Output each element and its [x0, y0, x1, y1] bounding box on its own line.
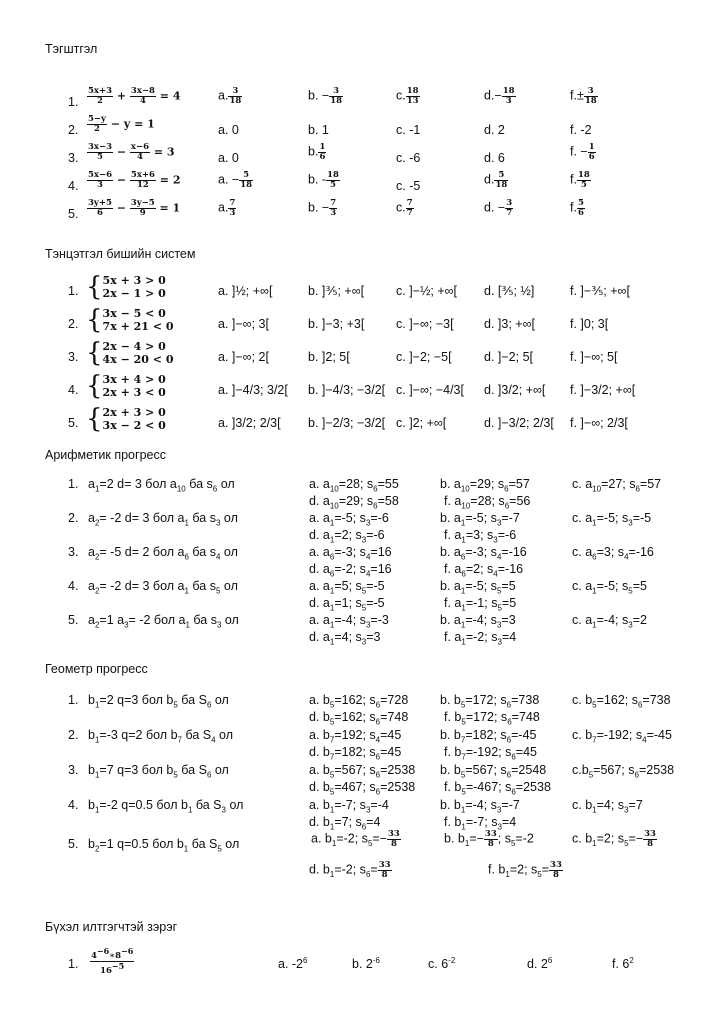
question-number: 5. [68, 207, 79, 221]
question-number: 4. [68, 383, 79, 397]
answer-option: b. - $\frac{18}{5}$ [308, 170, 339, 190]
equation: $\frac{5-y}{2}$ − y = 1 [88, 114, 155, 134]
answer-option: c. ]−∞; −4/3[ [396, 383, 464, 397]
question-number: 1. [68, 693, 79, 707]
question-number: 2. [68, 123, 79, 137]
answer-option: b. − $\frac{3}{18}$ [308, 86, 343, 106]
section-title-inequalities: Тэнцэтгэл бишийн систем [45, 247, 196, 261]
section-title-powers: Бүхэл илтгэгчтэй зэрэг [45, 920, 178, 934]
answer-option: a. ]3/2; 2/3[ [218, 416, 281, 430]
answer-option: a. ]−4/3; 3/2[ [218, 383, 288, 397]
answer-option: f. $6^2$ [612, 956, 634, 972]
question-number: 2. [68, 728, 79, 742]
question-number: 4. [68, 798, 79, 812]
answer-option: a. $a_1=5$; $s_5=-5$ [309, 579, 385, 596]
section-title-arithmetic: Арифметик прогресс [45, 448, 166, 462]
equation: $\frac{5x-6}{3}$ − $\frac{5x+6}{12}$ = 2 [88, 170, 181, 190]
question-number: 2. [68, 511, 79, 525]
answer-option: a. $b_5=567$; $s_6=2538$ [309, 763, 416, 780]
inequality-system: {3x − 5 < 0 7x + 21 < 0 [86, 305, 174, 335]
inequality-system: {3x + 4 > 0 2x + 3 < 0 [86, 371, 166, 401]
answer-option: a. $a_{10}=28$; $s_6=55$ [309, 477, 399, 494]
inequality-system: {2x − 4 > 0 4x − 20 < 0 [86, 338, 174, 368]
answer-option: a. $b_1=-2$; $s_5=-$ $\frac{33}{8}$ [311, 829, 400, 849]
answer-option: f. $b_1=-7$; $s_3=4$ [444, 815, 517, 832]
answer-option: d. $b_1=-2$; $s_6=$ $\frac{33}{8}$ [309, 860, 391, 880]
question-number: 3. [68, 763, 79, 777]
question-number: 5. [68, 613, 79, 627]
answer-option: d. − $\frac{3}{7}$ [484, 198, 513, 218]
answer-option: f. $a_{10}=28$; $s_6=56$ [444, 494, 531, 511]
progression-question: $b_1=-2$ q=0.5 бол $b_1$ ба $S_3$ ол [88, 798, 244, 815]
answer-option: f. $\frac{5}{6}$ [570, 198, 584, 218]
answer-option: d. ]−2; 5[ [484, 350, 533, 364]
power-expression: $\frac{4^{-6}∗8^{-6}}{16^{-5}}$ [91, 946, 134, 976]
answer-option: b. $a_1=-5$; $s_3=-7$ [440, 511, 520, 528]
answer-option: b. $b_1=-4$; $s_3=-7$ [440, 798, 520, 815]
equation: $\frac{5x+3}{2}$ + $\frac{3x-8}{4}$ = 4 [88, 86, 181, 106]
answer-option: c. ]−½; +∞[ [396, 284, 458, 298]
answer-option: b. ]−2/3; −3/2[ [308, 416, 386, 430]
answer-option: f. $b_5=172$; $s_6=748$ [444, 710, 540, 727]
answer-option: f. $a_1=-2$; $s_3=4$ [444, 630, 517, 647]
answer-option: b. $a_6=-3$; $s_4=-16$ [440, 545, 527, 562]
progression-question: $b_1=2$ q=3 бол $b_5$ ба $S_6$ ол [88, 693, 229, 710]
answer-option: f.± $\frac{3}{18}$ [570, 86, 597, 106]
question-number: 5. [68, 837, 79, 851]
answer-option: a. 0 [218, 123, 239, 137]
answer-option: a. − $\frac{5}{18}$ [218, 170, 253, 190]
answer-option: a. $a_1=-4$; $s_3=-3$ [309, 613, 389, 630]
answer-option: f. $b_5=-467$; $s_6=2538$ [444, 780, 551, 797]
question-number: 5. [68, 416, 79, 430]
answer-option: f. ]0; 3[ [570, 317, 609, 331]
answer-option: f. $a_1=3$; $s_3=-6$ [444, 528, 517, 545]
answer-option: a. $\frac{7}{3}$ [218, 198, 236, 218]
answer-option: a. 0 [218, 151, 239, 165]
progression-question: $a_1=2$ d= 3 бол $a_{10}$ ба $s_6$ ол [88, 477, 235, 494]
answer-option: c. $b_5=162$; $s_6=738$ [572, 693, 671, 710]
answer-option: c. ]2; +∞[ [396, 416, 447, 430]
progression-question: $a_2= -2$ d= 3 бол $a_1$ ба $s_3$ ол [88, 511, 238, 528]
answer-option: a. $a_1=-5$; $s_3=-6$ [309, 511, 389, 528]
question-number: 4. [68, 579, 79, 593]
answer-option: b. $a_1=-4$; $s_3=3$ [440, 613, 516, 630]
answer-option: c. -5 [396, 179, 421, 193]
answer-option: $c.b_5=567$; $s_6=2538$ [572, 763, 675, 780]
progression-question: $a_2= -5$ d= 2 бол $a_6$ ба $s_4$ ол [88, 545, 238, 562]
answer-option: d. ]−3/2; 2/3[ [484, 416, 554, 430]
answer-option: b. 1 [308, 123, 329, 137]
answer-option: f. ]−3/2; +∞[ [570, 383, 636, 397]
inequality-system: {5x + 3 > 0 2x − 1 > 0 [86, 272, 166, 302]
answer-option: c. $a_6=3$; $s_4=-16$ [572, 545, 654, 562]
answer-option: d. $b_7=182$; $s_6=45$ [309, 745, 402, 762]
answer-option: d. $b_1=7$; $s_6=4$ [309, 815, 381, 832]
question-number: 1. [68, 95, 79, 109]
answer-option: c. $6^{-2}$ [428, 956, 456, 972]
answer-option: a. ]−∞; 3[ [218, 317, 269, 331]
question-number: 1. [68, 477, 79, 491]
answer-option: a. $a_6=-3$; $s_4=16$ [309, 545, 392, 562]
answer-option: b. $b_5=567$; $s_6=2548$ [440, 763, 547, 780]
question-number: 3. [68, 151, 79, 165]
answer-option: f. $\frac{18}{5}$ [570, 170, 590, 190]
answer-option: b. ]2; 5[ [308, 350, 350, 364]
answer-option: c. $b_7=-192$; $s_4=-45$ [572, 728, 672, 745]
answer-option: f. $b_7=-192$; $s_6=45$ [444, 745, 538, 762]
answer-option: d. $a_1=1$; $s_5=-5$ [309, 596, 385, 613]
answer-option: f. $a_1=-1$; $s_5=5$ [444, 596, 517, 613]
answer-option: c. $\frac{18}{13}$ [396, 86, 419, 106]
question-number: 3. [68, 350, 79, 364]
answer-option: b. $a_{10}=29$; $s_6=57$ [440, 477, 530, 494]
answer-option: b. $b_1=-$ $\frac{33}{8}$ ; $s_5=-2$ [444, 829, 534, 849]
answer-option: d. $a_1=2$; $s_3=-6$ [309, 528, 385, 545]
answer-option: d.− $\frac{18}{3}$ [484, 86, 515, 106]
answer-option: d. ]3/2; +∞[ [484, 383, 546, 397]
question-number: 4. [68, 179, 79, 193]
answer-option: a. ]½; +∞[ [218, 284, 273, 298]
answer-option: a. $\frac{3}{18}$ [218, 86, 242, 106]
progression-question: $b_1=7$ q=3 бол $b_5$ ба $S_6$ ол [88, 763, 229, 780]
question-number: 1. [68, 284, 79, 298]
answer-option: f. ]−⅗; +∞[ [570, 284, 630, 298]
answer-option: f. ]−∞; 5[ [570, 350, 618, 364]
answer-option: b. ]⅗; +∞[ [308, 284, 365, 298]
answer-option: a. $b_1=-7$; $s_3=-4$ [309, 798, 389, 815]
answer-option: c. -6 [396, 151, 421, 165]
question-number: 2. [68, 317, 79, 331]
answer-option: f. − $\frac{1}{6}$ [570, 142, 595, 162]
answer-option: b. $b_5=172$; $s_6=738$ [440, 693, 540, 710]
answer-option: b. $a_1=-5$; $s_5=5$ [440, 579, 516, 596]
answer-option: b. ]−3; +3[ [308, 317, 365, 331]
answer-option: c. -1 [396, 123, 421, 137]
answer-option: c. $a_1=-4$; $s_3=2$ [572, 613, 647, 630]
answer-option: f. -2 [570, 123, 592, 137]
answer-option: b. − $\frac{7}{3}$ [308, 198, 337, 218]
section-title-equations: Тэгштгэл [45, 42, 98, 56]
answer-option: f. $b_1=2$; $s_5=$ $\frac{33}{8}$ [488, 860, 562, 880]
answer-option: c. $b_1=4$; $s_3=7$ [572, 798, 643, 815]
answer-option: b. $b_7=182$; $s_6=-45$ [440, 728, 537, 745]
progression-question: $b_2=1$ q=0.5 бол $b_1$ ба $S_5$ ол [88, 837, 240, 854]
answer-option: b. $2^{-6}$ [352, 956, 380, 972]
progression-question: $a_2=1$ $a_3= -2$ бол $a_1$ ба $s_3$ ол [88, 613, 239, 630]
answer-option: b. ]−4/3; −3/2[ [308, 383, 386, 397]
section-title-geometric: Геометр прогресс [45, 662, 148, 676]
answer-option: c. $a_1=-5$; $s_5=5$ [572, 579, 647, 596]
inequality-system: {2x + 3 > 0 3x − 2 < 0 [86, 404, 166, 434]
answer-option: d. [⅗; ½] [484, 284, 535, 298]
answer-option: d. $2^6$ [527, 956, 553, 972]
answer-option: a. ]−∞; 2[ [218, 350, 269, 364]
progression-question: $a_2= -2$ d= 3 бол $a_1$ ба $s_5$ ол [88, 579, 238, 596]
answer-option: f. ]−∞; 2/3[ [570, 416, 628, 430]
answer-option: c. ]−∞; −3[ [396, 317, 454, 331]
answer-option: a. $b_7=192$; $s_4=45$ [309, 728, 402, 745]
answer-option: d. 6 [484, 151, 505, 165]
answer-option: a. $-2^6$ [278, 956, 308, 972]
answer-option: c. $\frac{7}{7}$ [396, 198, 413, 218]
answer-option: b. $\frac{1}{6}$ [308, 142, 326, 162]
answer-option: d. $a_1=4$; $s_3=3$ [309, 630, 381, 647]
answer-option: d. $\frac{5}{18}$ [484, 170, 508, 190]
answer-option: d. 2 [484, 123, 505, 137]
answer-option: d. ]3; +∞[ [484, 317, 535, 331]
question-number: 3. [68, 545, 79, 559]
answer-option: c. $a_{10}=27$; $s_6=57$ [572, 477, 662, 494]
progression-question: $b_1=-3$ q=2 бол $b_7$ ба $S_4$ ол [88, 728, 233, 745]
equation: $\frac{3y+5}{6}$ − $\frac{3y-5}{9}$ = 1 [88, 198, 181, 218]
answer-option: c. $b_1=2$; $s_5=-$ $\frac{33}{8}$ [572, 829, 656, 849]
answer-option: a. $b_5=162$; $s_6=728$ [309, 693, 409, 710]
answer-option: d. $b_5=467$; $s_6=2538$ [309, 780, 416, 797]
answer-option: d. $a_6=-2$; $s_4=16$ [309, 562, 392, 579]
equation: $\frac{3x-3}{5}$ − $\frac{x-6}{4}$ = 3 [88, 142, 175, 162]
answer-option: d. $b_5=162$; $s_6=748$ [309, 710, 409, 727]
question-number: 1. [68, 957, 79, 971]
answer-option: f. $a_6=2$; $s_4=-16$ [444, 562, 524, 579]
answer-option: d. $a_{10}=29$; $s_6=58$ [309, 494, 399, 511]
answer-option: c. ]−2; −5[ [396, 350, 452, 364]
answer-option: c. $a_1=-5$; $s_3=-5$ [572, 511, 652, 528]
